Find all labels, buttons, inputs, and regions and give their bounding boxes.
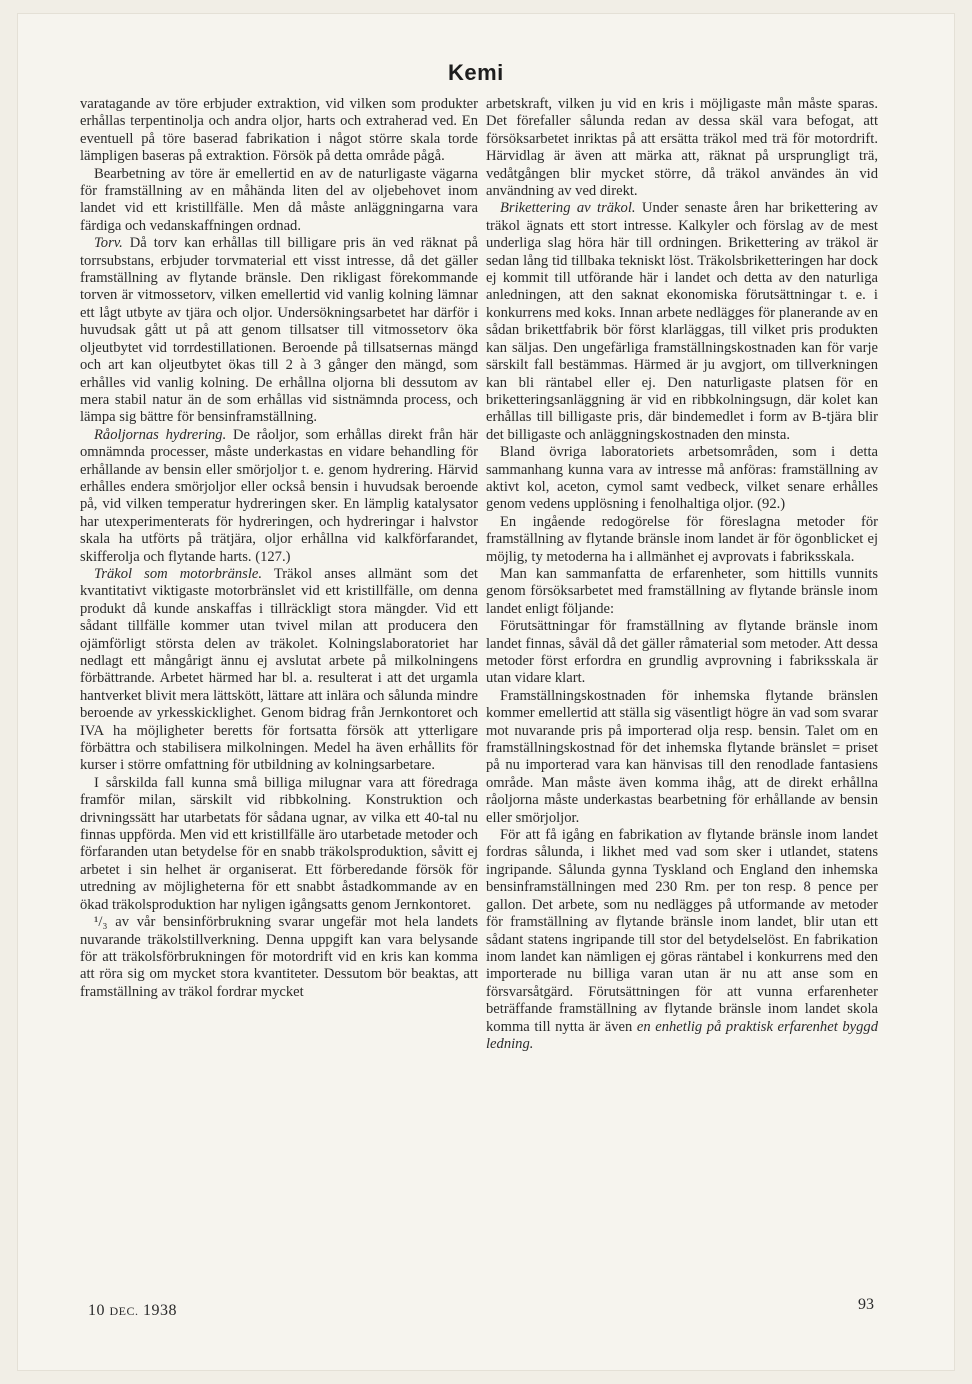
right-column (486, 96, 878, 1053)
date-month: DEC. (109, 1304, 139, 1318)
paragraph-text: För att få igång en fabrikation av flytande bränsle inom landet fordras sålunda, i likhet med vad som sker i utlandet, statens ingripande. Sålunda gynna Tyskland och England den inhemska bensinframställningen med 230 Rm. per ton resp. 8 pence per gallon. Det arbete, som nu nedlägges på utformande av metoder för framställning av flytande bränsle inom landet, blir utan ett sådant statens ingripande till stor del betydelselöst. En fabrikation inom landet kan nämligen ej göras räntabel i konkurrens med den importerade nu billiga varan utan är nu att anse som en försvarsåtgärd. Förutsättningen för att vunna erfarenheter beträffande framställning av flytande bränsle inom landet skola komma till nytta är även (486, 827, 878, 1035)
section-brikettering (486, 200, 878, 444)
paragraph: Förutsättningar för framställning av flytande bränsle inom landet finnas, såväl då det gäller råmaterial som metoder. Att dessa metoder först erfordra en grundlig avprovning i fabriksskala är utan vidare klart. (486, 618, 878, 687)
section-heading: Torv. (94, 235, 123, 252)
section-raoljornas-hydrering (80, 427, 478, 566)
paragraph-text: Under senaste åren har brikettering av träkol ägnats ett stort intresse. Kalkyler och förslag av de mest underliga slag höra här till ordningen. Brikettering av träkol är sedan lång tid tillbaka tekniskt löst. Träkolsbriketteringen har dock ej kommit till utförande här i landet och detta av den naturliga anledningen, att den saknat ekonomiska förutsättningar t. e. i konkurrens med koks. Innan arbete nedlägges för planerande av en sådan brikettfabrik bör först klarläggas, till vilket pris produkten kan säljas. Den ungefärliga framställningskostnaden kan för varje särskilt fall bestämmas. Härmed är ju avgjort, om tillverkningen kan bli räntabel eller ej. Den naturligaste platsen för en briketteringsanläggning är vid en ribbkolningsugn, där kolet kan erhållas till billigaste pris, där bindemedlet i form av B-tjära blir det billigaste och anläggningskostnaden den minsta. (486, 200, 878, 443)
paragraph-text: De råoljor, som erhållas direkt från här omnämnda processer, måste underkastas en vidare behandling för erhållande av bensin eller smörjoljor t. e. genom hydrering. Härvid erhålles endera smörjoljor eller också bensin i huvudsak beroende på, vid vilken temperatur hydreringen sker. En lämplig katalysator har utexperimenterats för hydreringen, och hydreringar i halvstor skala ha utförts på trätjära, oljor erhållna vid kalkförfarandet, skifferolja och flytande harts. (127.) (80, 426, 478, 565)
paragraph: arbetskraft, vilken ju vid en kris i möjligaste mån måste sparas. Det förefaller sålunda redan av dessa skäl vara befogat, att försöksarbetet inriktas på att ersätta träkol med trä för motordrift. Härvidlag är även att märka att, räknat på ursprungligt trä, vedåtgången blir mycket större, då träkol användes än vid användning av ved direkt. (486, 96, 878, 200)
paragraph: Man kan sammanfatta de erfarenheter, som hittills vunnits genom försöksarbetet med framställning av flytande bränsle inom landet enligt följande: (486, 565, 878, 617)
paragraph: I sårskilda fall kunna små billiga milugnar vara att föredraga framför milan, särskilt vid ribbkolning. Konstruktion och drivningssätt har utarbetats för sådana ugnar, av vilka ett 40-tal nu finnas uppförda. Men vid ett kristillfälle äro utarbetade metoder och förfaranden utan betydelse för en snabb träkolsproduktion, såvitt ej arbetet i sin helhet är organiserat. Ett förberedande försök för utredning av möjligheterna för ett snabbt åstadkommande av en ökad träkolsproduktion har nyligen igångsatts genom Jernkontoret. (80, 774, 478, 913)
section-heading: Brikettering av träkol. (500, 200, 636, 217)
closing-emphasis: en enhetlig på praktisk erfarenhet byggd ledning. (486, 1018, 878, 1052)
paragraph: Framställningskostnaden för inhemska flytande bränslen kommer emellertid att ställa sig väsentligt högre än vad som svarar mot nuvarande pris på importerad olja resp. bensin. Talet om en framställningskostnad för det inhemska flytande bränslet = priset på nu importerad vara kan hänvisas till den renodlade fantasiens område. Man måste även komma ihåg, att de direkt erhållna råoljorna måste underkastas bearbetning för erhållande av bensin eller smörjoljor. (486, 687, 878, 826)
paragraph-text: Då torv kan erhållas till billigare pris än ved räknat på torrsubstans, erbjuder torvmaterial ett visst intresse, då det gäller framställning av flytande bränsle. Den rikligast förekommande torven är vitmossetorv, vilken emellertid vid vanlig kolning lämnar ett lågt utbyte av tjära och oljor. Undersökningsarbetet har därför i huvudsak gått ut på att genom tillsatser till vitmossetorv öka oljeutbytet vid torrdestillationen. Beroende på tillsatsernas mängd och art kan oljeutbytet ökas till 2 à 3 gånger den mängd, som erhålles vid vanlig kolning. De erhållna oljorna bli dessutom av mera stabil natur än de som erhållas vid sistnämnda process, och lämpa sig bättre för bensinframställning. (80, 235, 478, 426)
fraction: ¹/₃ (94, 914, 108, 931)
section-trakol-motorbransle (80, 566, 478, 775)
issue-date (88, 1302, 177, 1320)
page-number: 93 (858, 1296, 874, 1313)
paragraph: Bearbetning av töre är emellertid en av de naturligaste vägarna för framställning av en måhända liten del av oljebehovet inom landet vid ett kristillfälle. Men då måste anläggningarna vara färdiga och vedanskaffningen ordnad. (80, 165, 478, 234)
section-heading: Råoljornas hydrering. (94, 426, 227, 443)
section-heading: Träkol som motorbränsle. (94, 565, 263, 582)
paragraph: varatagande av töre erbjuder extraktion, vid vilken som produkter erhållas terpentinolja och andra oljor, harts och extraherad ved. En eventuell på töre baserad fabrikation i något större skala torde lämpligen baseras på extraktion. Försök på detta område pågå. (80, 96, 478, 165)
paragraph-fraction (80, 914, 478, 1001)
left-column (80, 96, 478, 1001)
paragraph-text: Träkol anses allmänt som det kvantitativt viktigaste motorbränslet vid ett kristillfälle, om denna produkt då kunde anskaffas i tillräckligt stora mängder. Vid ett sådant tillfälle kommer utan tvivel milan att producera den ojämförligt största delen av träkolet. Kolningslaboratoriet har nedlagt ett mångårigt ännu ej avslutat arbete på milkolningens förbättrande. Arbetet härmed har bl. a. resulterat i att det urgamla hantverket blivit mera lättskött, lättare att inlära och sålunda mindre beroende av yrkesskicklighet. Genom bidrag från Jernkontoret och IVA ha möjligheter beretts för fortsatta försök att ytterligare förbättra och stabilisera milkolningen. Medel ha även erhållits för kurser i större omfattning för utbildning av kolningsarbetare. (80, 565, 478, 774)
paragraph: Bland övriga laboratoriets arbetsområden, som i detta sammanhang kunna vara av intresse må anföras: framställning av aktivt kol, aceton, cymol samt vedbeck, vilket senare erhålles genom vedens upplösning i fenolhaltiga oljor. (92.) (486, 444, 878, 513)
date-day: 10 (88, 1302, 105, 1319)
paragraph-final (486, 827, 878, 1053)
section-torv (80, 235, 478, 426)
paragraph: En ingående redogörelse för föreslagna metoder för framställning av flytande bränsle inom landet är för ögonblicket ej möjlig, ty metoderna ha i allmänhet ej avprovats i fabriksskala. (486, 513, 878, 565)
page-header-title: Kemi (448, 60, 504, 85)
date-year: 1938 (143, 1302, 177, 1319)
paragraph-text: av vår bensinförbrukning svarar ungefär mot hela landets nuvarande träkolstillverkning. Denna uppgift kan vara belysande för att träkolsförbrukningen för motordrift vid en kris kan komma att röra sig om mycket stora kvantiteter. Dessutom bör beaktas, att framställning av träkol fordrar mycket (80, 914, 478, 1000)
